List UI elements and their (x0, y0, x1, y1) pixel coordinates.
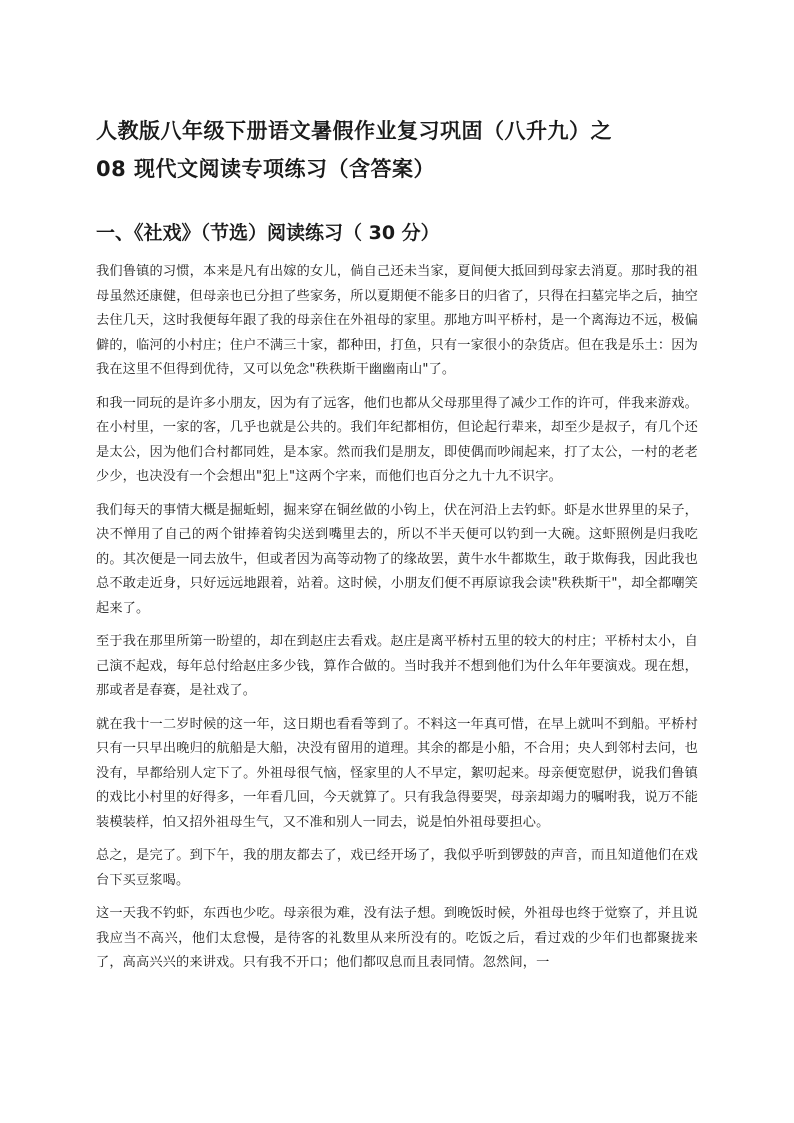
passage-paragraph-1: 我们鲁镇的习惯，本来是凡有出嫁的女儿，倘自己还未当家，夏间便大抵回到母家去消夏。那时我的祖母虽然还康健，但母亲也已分担了些家务，所以夏期便不能多日的归省了，只得在扫墓完毕之后，抽空去住几天，这时我便每年跟了我的母亲住在外祖母的家里。那地方叫平桥村，是一个离海边不远，极偏僻的，临河的小村庄；住户不满三十家，都种田，打鱼，只有一家很小的杂货店。但在我是乐土：因为我在这里不但得到优待，又可以免念"秩秩斯干幽幽南山"了。 (96, 264, 698, 377)
passage-paragraph-5: 就在我十一二岁时候的这一年，这日期也看看等到了。不料这一年真可惜，在早上就叫不到船。平桥村只有一只早出晚归的航船是大船，决没有留用的道理。其余的都是小船，不合用；央人到邻村去问，也没有，早都给别人定下了。外祖母很气恼，怪家里的人不早定，絮叨起来。母亲便宽慰伊，说我们鲁镇的戏比小村里的好得多，一年看几回，今天就算了。只有我急得要哭，母亲却竭力的嘱咐我，说万不能装模装样，怕又招外祖母生气，又不准和别人一同去，说是怕外祖母要担心。 (96, 716, 698, 830)
reading-passage (96, 260, 698, 976)
passage-paragraph-2: 和我一同玩的是许多小朋友，因为有了远客，他们也都从父母那里得了减少工作的许可，伴我来游戏。在小村里，一家的客，几乎也就是公共的。我们年纪都相仿，但论起行辈来，却至少是叔子，有几个还是太公，因为他们合村都同姓，是本家。然而我们是朋友，即使偶而吵闹起来，打了太公，一村的老老少少，也决没有一个会想出"犯上"这两个字来，而他们也百分之九十九不识字。 (96, 395, 698, 484)
passage-paragraph-3: 我们每天的事情大概是掘蚯蚓，掘来穿在铜丝做的小钩上，伏在河沿上去钓虾。虾是水世界里的呆子，决不惮用了自己的两个钳捧着钩尖送到嘴里去的，所以不半天便可以钓到一大碗。这虾照例是归我吃的。其次便是一同去放牛，但或者因为高等动物了的缘故罢，黄牛水牛都欺生，敢于欺侮我，因此我也总不敢走近身，只好远远地跟着，站着。这时候，小朋友们便不再原谅我会读"秩秩斯干"，却全都嘲笑起来了。 (96, 502, 698, 616)
document-title-line-1: 人教版八年级下册语文暑假作业复习巩固（八升九）之 (96, 119, 612, 143)
section-heading: 一、《社戏》（节选）阅读练习（ 30 分） (96, 222, 440, 244)
passage-paragraph-7: 这一天我不钓虾，东西也少吃。母亲很为难，没有法子想。到晚饭时候，外祖母也终于觉察了，并且说我应当不高兴，他们太怠慢，是待客的礼数里从来所没有的。吃饭之后，看过戏的少年们也都聚拢来了，高高兴兴的来讲戏。只有我不开口；他们都叹息而且表同情。忽然间，一 (96, 906, 698, 970)
passage-paragraph-4: 至于我在那里所第一盼望的，却在到赵庄去看戏。赵庄是离平桥村五里的较大的村庄；平桥村太小，自己演不起戏，每年总付给赵庄多少钱，算作合做的。当时我并不想到他们为什么年年要演戏。现在想，那或者是春赛，是社戏了。 (96, 634, 698, 698)
document-title-line-2: 08 现代文阅读专项练习（含答案） (96, 157, 436, 181)
passage-paragraph-6: 总之，是完了。到下午，我的朋友都去了，戏已经开场了，我似乎听到锣鼓的声音，而且知道他们在戏台下买豆浆喝。 (96, 848, 698, 888)
document-title (96, 112, 698, 188)
